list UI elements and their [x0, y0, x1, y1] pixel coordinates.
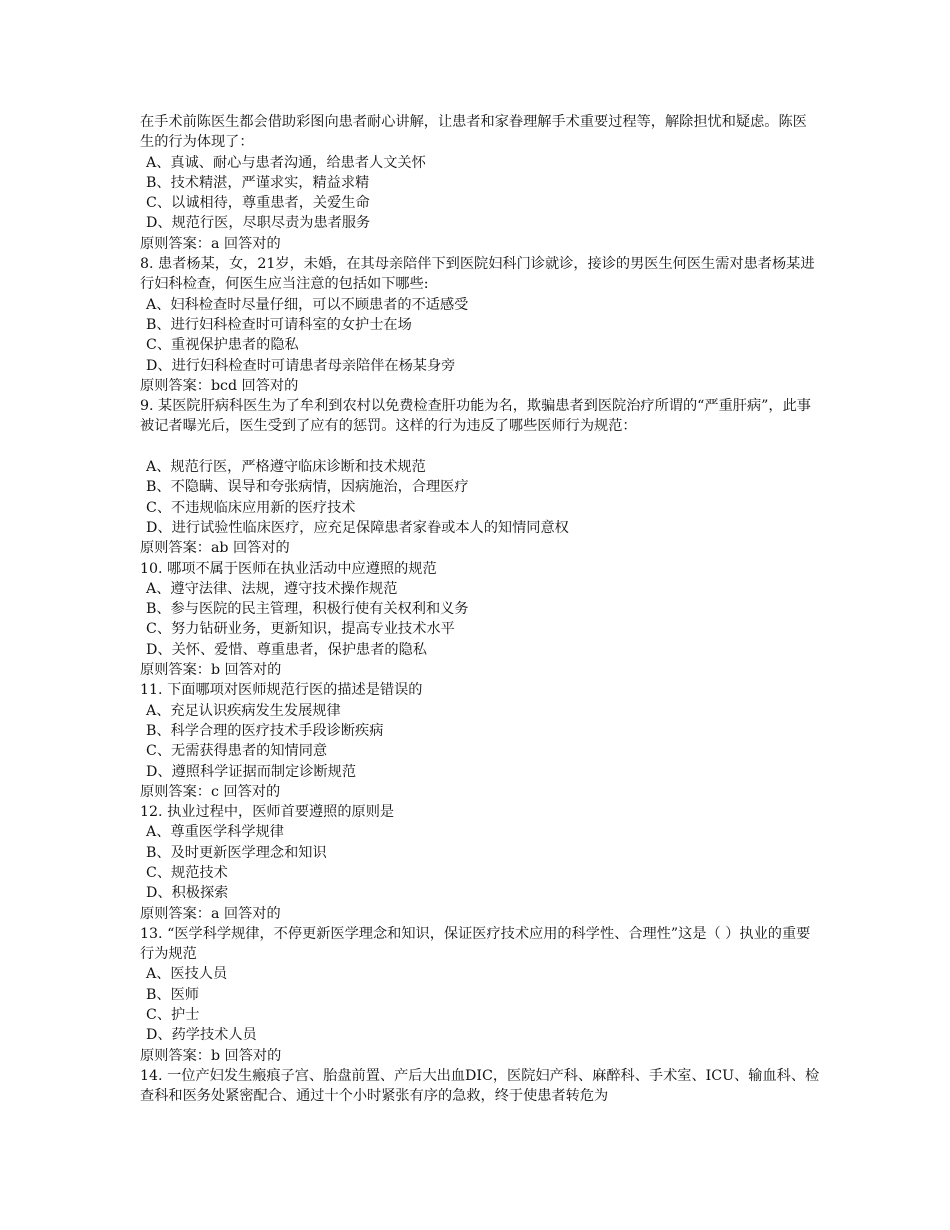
option-c: C、无需获得患者的知情同意 — [146, 743, 328, 760]
answer-line: 原则答案：a 回答对的 — [140, 905, 281, 922]
option-d: D、进行试验性临床医疗，应充足保障患者家眷或本人的知情同意权 — [146, 519, 569, 536]
question-14-text: 14. 一位产妇发生瘢痕子宫、胎盘前置、产后大出血DIC，医院妇产科、麻醉科、手术室、ICU、输血科、检查科和医务处紧密配合、通过十个小时紧张有序的急救，终于使患者转危为 — [140, 1067, 820, 1105]
question-8-text: 8. 患者杨某，女，21岁，未婚，在其母亲陪伴下到医院妇科门诊就诊，接诊的男医生何医生需对患者杨某进行妇科检查，何医生应当注意的包括如下哪些: — [140, 256, 815, 293]
option-c: C、努力钻研业务，更新知识，提高专业技术水平 — [146, 621, 455, 638]
option-a: A、妇科检查时尽量仔细，可以不顾患者的不适感受 — [146, 296, 469, 313]
option-d: D、关怀、爱惜、尊重患者，保护患者的隐私 — [146, 641, 427, 658]
option-a: A、尊重医学科学规律 — [146, 824, 284, 841]
option-d: D、进行妇科检查时可请患者母亲陪伴在杨某身旁 — [146, 357, 456, 374]
option-c: C、以诚相待，尊重患者，关爱生命 — [146, 195, 370, 212]
answer-line: 原则答案：b 回答对的 — [140, 662, 282, 679]
answer-line: 原则答案：c 回答对的 — [140, 783, 281, 800]
option-a: A、真诚、耐心与患者沟通，给患者人文关怀 — [146, 154, 426, 171]
option-b: B、进行妇科检查时可请科室的女护士在场 — [146, 316, 412, 333]
answer-line: 原则答案：a 回答对的 — [140, 235, 281, 252]
option-d: D、药学技术人员 — [146, 1027, 257, 1044]
question-12-text: 12. 执业过程中，医师首要遵照的原则是 — [140, 804, 395, 821]
option-c: C、规范技术 — [146, 864, 228, 881]
option-b: B、技术精湛，严谨求实，精益求精 — [146, 174, 370, 191]
answer-line: 原则答案：bcd 回答对的 — [140, 377, 299, 394]
option-a: A、规范行医，严格遵守临床诊断和技术规范 — [146, 459, 426, 476]
option-b: B、不隐瞒、误导和夸张病情，因病施治，合理医疗 — [146, 479, 469, 496]
option-a: A、遵守法律、法规，遵守技术操作规范 — [146, 580, 398, 597]
question-11-text: 11. 下面哪项对医师规范行医的描述是错误的 — [140, 682, 423, 699]
question-10-text: 10. 哪项不属于医师在执业活动中应遵照的规范 — [140, 560, 437, 577]
option-b: B、医师 — [146, 986, 199, 1003]
option-b: B、及时更新医学理念和知识 — [146, 844, 327, 861]
option-d: D、积极探索 — [146, 885, 229, 902]
option-c: C、不违规临床应用新的医疗技术 — [146, 499, 356, 516]
option-d: D、规范行医，尽职尽责为患者服务 — [146, 215, 371, 232]
document-page — [140, 112, 820, 1107]
question-13-text: 13. “医学科学规律，不停更新医学理念和知识，保证医疗技术应用的科学性、合理性”这是（ ）执业的重要行为规范 — [140, 925, 811, 963]
answer-line: 原则答案：b 回答对的 — [140, 1047, 282, 1064]
option-c: C、重视保护患者的隐私 — [146, 337, 299, 354]
answer-line: 原则答案：ab 回答对的 — [140, 540, 290, 557]
option-a: A、充足认识疾病发生发展规律 — [146, 702, 341, 719]
option-a: A、医技人员 — [146, 966, 228, 983]
question-9-text: 9. 某医院肝病科医生为了牟利到农村以免费检查肝功能为名，欺骗患者到医院治疗所谓的“严重肝病”，此事被记者曝光后，医生受到了应有的惩罚。这样的行为违反了哪些医师行为规范： — [140, 398, 811, 435]
option-d: D、遵照科学证据而制定诊断规范 — [146, 763, 357, 780]
option-b: B、参与医院的民主管理，积极行使有关权利和义务 — [146, 601, 469, 618]
option-b: B、科学合理的医疗技术手段诊断疾病 — [146, 722, 384, 739]
option-c: C、护士 — [146, 1007, 200, 1024]
question-text: 在手术前陈医生都会借助彩图向患者耐心讲解，让患者和家眷理解手术重要过程等，解除担忧和疑虑。陈医生的行为体现了： — [140, 114, 807, 151]
blank-line — [140, 437, 820, 457]
